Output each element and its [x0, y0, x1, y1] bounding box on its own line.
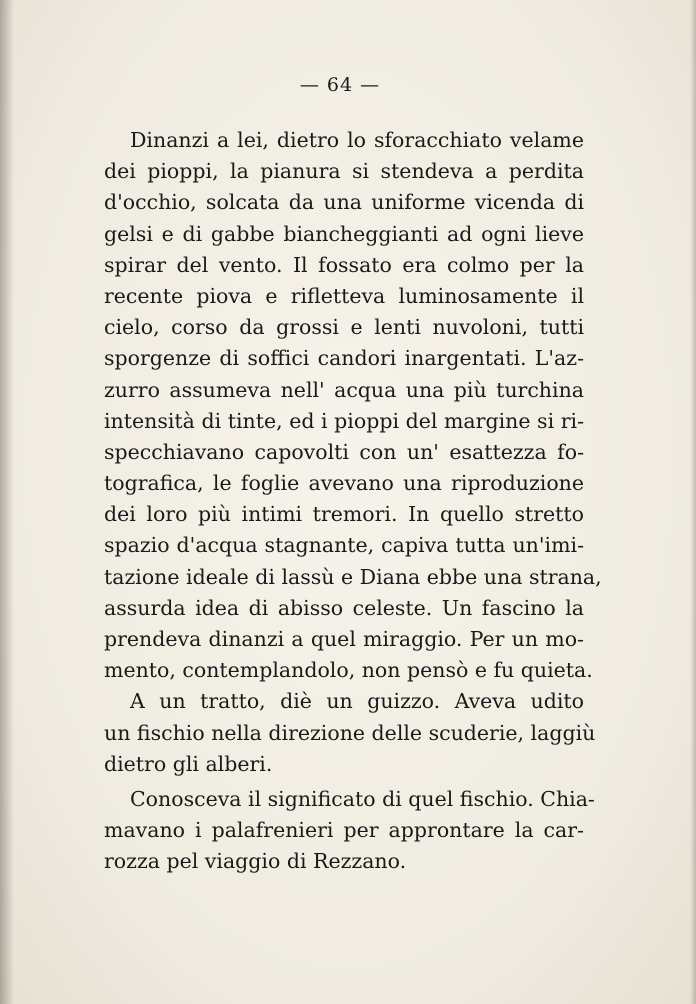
text-line: cielo, corso da grossi e lenti nuvoloni, tutti	[104, 315, 584, 340]
text-line: dei pioppi, la pianura si stendeva a perdita	[104, 159, 584, 184]
text-line: assurda idea di abisso celeste. Un fascino la	[104, 595, 584, 620]
text-line: recente piova e rifletteva luminosamente il	[104, 283, 584, 308]
text-line: Dinanzi a lei, dietro lo sforacchiato velame	[130, 128, 584, 152]
text-line: gelsi e di gabbe biancheggianti ad ogni lieve	[104, 221, 584, 246]
paragraph	[104, 784, 595, 878]
text-line: prendeva dinanzi a quel miraggio. Per un mo-	[104, 627, 584, 651]
text-line: sporgenze di soffici candori inargentati. L'az-	[104, 346, 584, 371]
text-line: Conosceva il significato di quel fischio. Chia-	[130, 786, 595, 811]
text-line: d'occhio, solcata da una uniforme vicenda di	[104, 190, 584, 215]
text-line: dietro gli alberi.	[104, 751, 273, 776]
page-number: — 64 —	[299, 74, 381, 96]
text-line: specchiavano capovolti con un' esattezza fo-	[104, 439, 584, 464]
text-line: un fischio nella direzione delle scuderie, laggiù	[104, 720, 596, 745]
paragraph	[104, 125, 602, 686]
text-line: tografica, le foglie avevano una riproduzione	[104, 471, 584, 496]
text-line: spazio d'acqua stagnante, capiva tutta un'imi-	[104, 533, 584, 558]
body-text	[104, 125, 602, 878]
paragraph	[104, 686, 596, 780]
page-edge	[690, 0, 696, 1004]
text-line: mento, contemplandolo, non pensò e fu quieta.	[104, 658, 593, 683]
text-line: spirar del vento. Il fossato era colmo per la	[104, 252, 584, 277]
text-line: zurro assumeva nell' acqua una più turchina	[104, 377, 584, 402]
text-line: A un tratto, diè un guizzo. Aveva udito	[130, 689, 584, 714]
text-line: mavano i palafrenieri per approntare la car-	[104, 818, 584, 843]
text-line: tazione ideale di lassù e Diana ebbe una strana,	[104, 564, 602, 589]
text-line: intensità di tinte, ed i pioppi del margine si ri-	[104, 408, 584, 433]
text-line: rozza pel viaggio di Rezzano.	[104, 849, 407, 874]
text-line: dei loro più intimi tremori. In quello stretto	[104, 502, 584, 527]
spine-shadow	[0, 0, 14, 1004]
